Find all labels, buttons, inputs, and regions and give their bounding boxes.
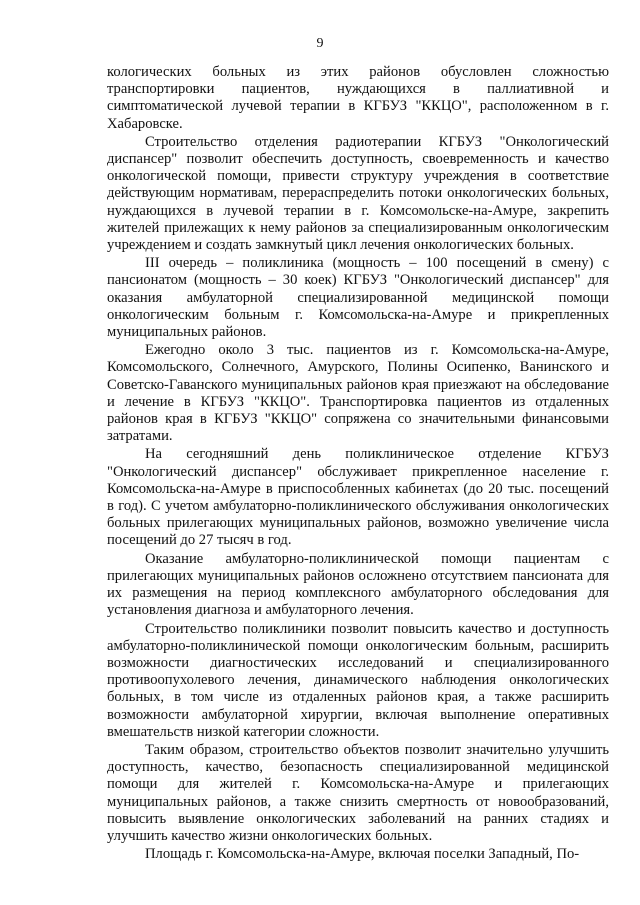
paragraph: кологических больных из этих районов обусловлен сложностью транспортировки пациентов, нуждающихся в паллиативной и симптоматической лучевой терапии в КГБУЗ "ККЦО", расположенном в г. Хабаровске. [107,64,609,132]
paragraph: III очередь – поликлиника (мощность – 100 посещений в смену) с пансионатом (мощность – 30 коек) КГБУЗ "Онкологический диспансер" для оказания амбулаторной специализированной медицинской помощи онкологическим больным г. Комсомольска-на-Амуре и прикрепленных муниципальных районов. [107,255,609,341]
paragraph: Таким образом, строительство объектов позволит значительно улучшить доступность, качество, безопасность специализированной медицинской помощи для жителей г. Комсомольска-на-Амуре и прилегающих муниципальных районов, а также снизить смертность от новообразований, повысить выявление онкологических заболеваний на ранних стадиях и улучшить качество жизни онкологических больных. [107,741,609,844]
paragraph: Оказание амбулаторно-поликлинической помощи пациентам с прилегающих муниципальных районов осложнено отсутствием пансионата для их размещения на период комплексного амбулаторного обследования для установления диагноза и амбулаторного лечения. [107,550,609,619]
paragraph: Ежегодно около 3 тыс. пациентов из г. Комсомольска-на-Амуре, Комсомольского, Солнечного, Амурского, Полины Осипенко, Ванинского и Советско-Гаванского муниципальных районов края приезжают на обследование и лечение в КГБУЗ "ККЦО". Транспортировка пациентов из отдаленных районов края в КГБУЗ "ККЦО" сопряжена со значительными финансовыми затратами. [107,342,609,445]
paragraph: Строительство поликлиники позволит повысить качество и доступность амбулаторно-поликлинической помощи онкологическим больным, расширить возможности диагностических исследований и специализированного противоопухолевого лечения, динамического наблюдения онкологических больных, в том числе из отдаленных районов края, а также расширить возможности амбулаторной хирургии, включая выполнение оперативных вмешательств низкой категории сложности. [107,620,609,740]
paragraph: Строительство отделения радиотерапии КГБУЗ "Онкологический диспансер" позволит обеспечить доступность, своевременность и качество онкологической помощи, привести структуру учреждения в соответствие действующим нормативам, перераспределить потоки онкологических больных, нуждающихся в лучевой терапии в г. Комсомольске-на-Амуре, закрепить жителей прилежащих к нему районов за специализированным онкологическим учреждением и создать замкнутый цикл лечения онкологических больных. [107,133,609,254]
page-number: 9 [316,36,324,51]
body-text [107,64,609,863]
paragraph: На сегодняшний день поликлиническое отделение КГБУЗ "Онкологический диспансер" обслуживает прикрепленное население г. Комсомольска-на-Амуре в приспособленных кабинетах (до 20 тыс. посещений в год). С учетом амбулаторно-поликлинического обслуживания онкологических больных прилегающих муниципальных районов, возможно увеличение числа посещений до 27 тысяч в год. [107,446,609,549]
paragraph: Площадь г. Комсомольска-на-Амуре, включая поселки Западный, По- [145,846,580,863]
